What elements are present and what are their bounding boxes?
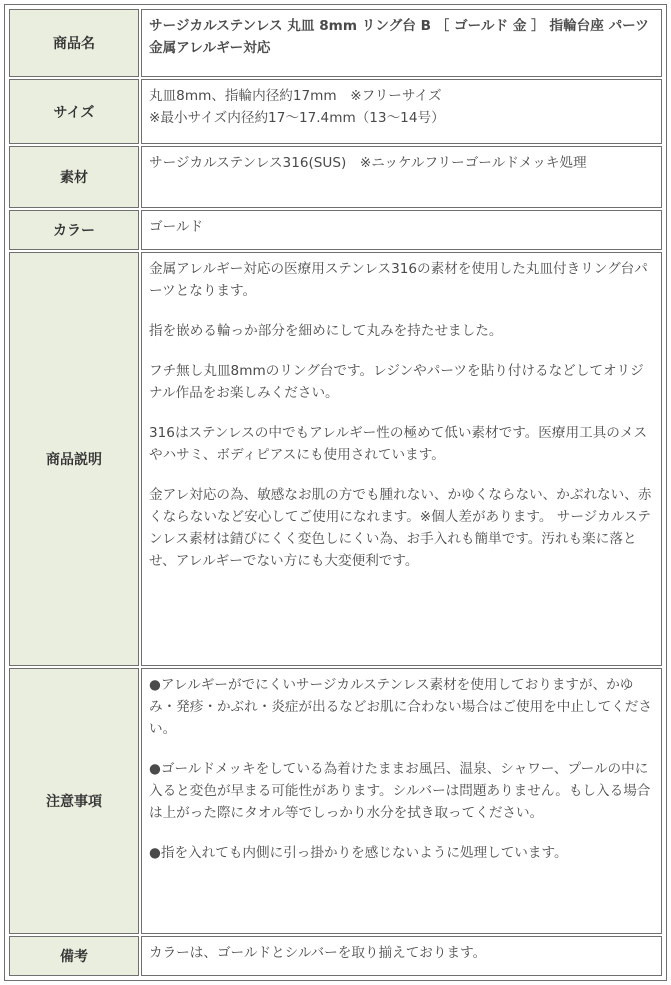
row-size bbox=[9, 79, 662, 144]
label-description: 商品説明 bbox=[9, 252, 139, 666]
label-remarks: 備考 bbox=[9, 936, 139, 976]
description-paragraph: 316はステンレスの中でもアレルギー性の極めて低い素材です。医療用工具のメスやハサミ、ボディピアスにも使用されています。 bbox=[149, 425, 648, 463]
value-cautions bbox=[141, 668, 662, 934]
value-material: サージカルステンレス316(SUS) ※ニッケルフリーゴールドメッキ処理 bbox=[141, 146, 662, 208]
value-size bbox=[141, 79, 662, 144]
row-color bbox=[9, 210, 662, 250]
label-color: カラー bbox=[9, 210, 139, 250]
row-cautions bbox=[9, 668, 662, 934]
product-spec-frame bbox=[4, 4, 667, 981]
caution-paragraph: ●指を入れても内側に引っ掛かりを感じないように処理しています。 bbox=[149, 845, 568, 861]
description-paragraph: フチ無し丸皿8mmのリング台です。レジンやパーツを貼り付けるなどしてオリジナル作品をお楽しみください。 bbox=[149, 363, 644, 401]
size-line-2: ※最小サイズ内径約17～17.4mm（13～14号） bbox=[149, 110, 445, 126]
row-material bbox=[9, 146, 662, 208]
value-color: ゴールド bbox=[141, 210, 662, 250]
product-spec-table bbox=[7, 7, 664, 978]
label-cautions: 注意事項 bbox=[9, 668, 139, 934]
description-paragraph: 金アレ対応の為、敏感なお肌の方でも腫れない、かゆくならない、かぶれない、赤くならないなど安心してご使用になれます。※個人差があります。 サージカルステンレス素材は錆びにくく変色しにくい為、お手入れも簡単です。汚れも楽に落とせ、アレルギーでない方にも大変便利です。 bbox=[149, 487, 652, 569]
label-material: 素材 bbox=[9, 146, 139, 208]
row-product-name bbox=[9, 9, 662, 77]
row-description bbox=[9, 252, 662, 666]
size-line-1: 丸皿8mm、指輪内径約17mm ※フリーサイズ bbox=[149, 88, 442, 104]
label-size: サイズ bbox=[9, 79, 139, 144]
value-remarks: カラーは、ゴールドとシルバーを取り揃えております。 bbox=[141, 936, 662, 976]
description-paragraph: 金属アレルギー対応の医療用ステンレス316の素材を使用した丸皿付きリング台パーツとなります。 bbox=[149, 261, 648, 299]
description-paragraph: 指を嵌める輪っか部分を細めにして丸みを持たせました。 bbox=[149, 323, 503, 339]
caution-paragraph: ●ゴールドメッキをしている為着けたままお風呂、温泉、シャワー、プールの中に入ると変色が早まる可能性があります。シルバーは問題ありません。もし入る場合は上がった際にタオル等でしっかり水分を拭き取ってください。 bbox=[149, 761, 651, 821]
value-product-name: サージカルステンレス 丸皿 8mm リング台 B ［ ゴールド 金 ］ 指輪台座 パーツ 金属アレルギー対応 bbox=[141, 9, 662, 77]
label-product-name: 商品名 bbox=[9, 9, 139, 77]
value-description bbox=[141, 252, 662, 666]
row-remarks bbox=[9, 936, 662, 976]
caution-paragraph: ●アレルギーがでにくいサージカルステンレス素材を使用しておりますが、かゆみ・発疹・かぶれ・炎症が出るなどお肌に合わない場合はご使用を中止してください。 bbox=[149, 677, 652, 737]
